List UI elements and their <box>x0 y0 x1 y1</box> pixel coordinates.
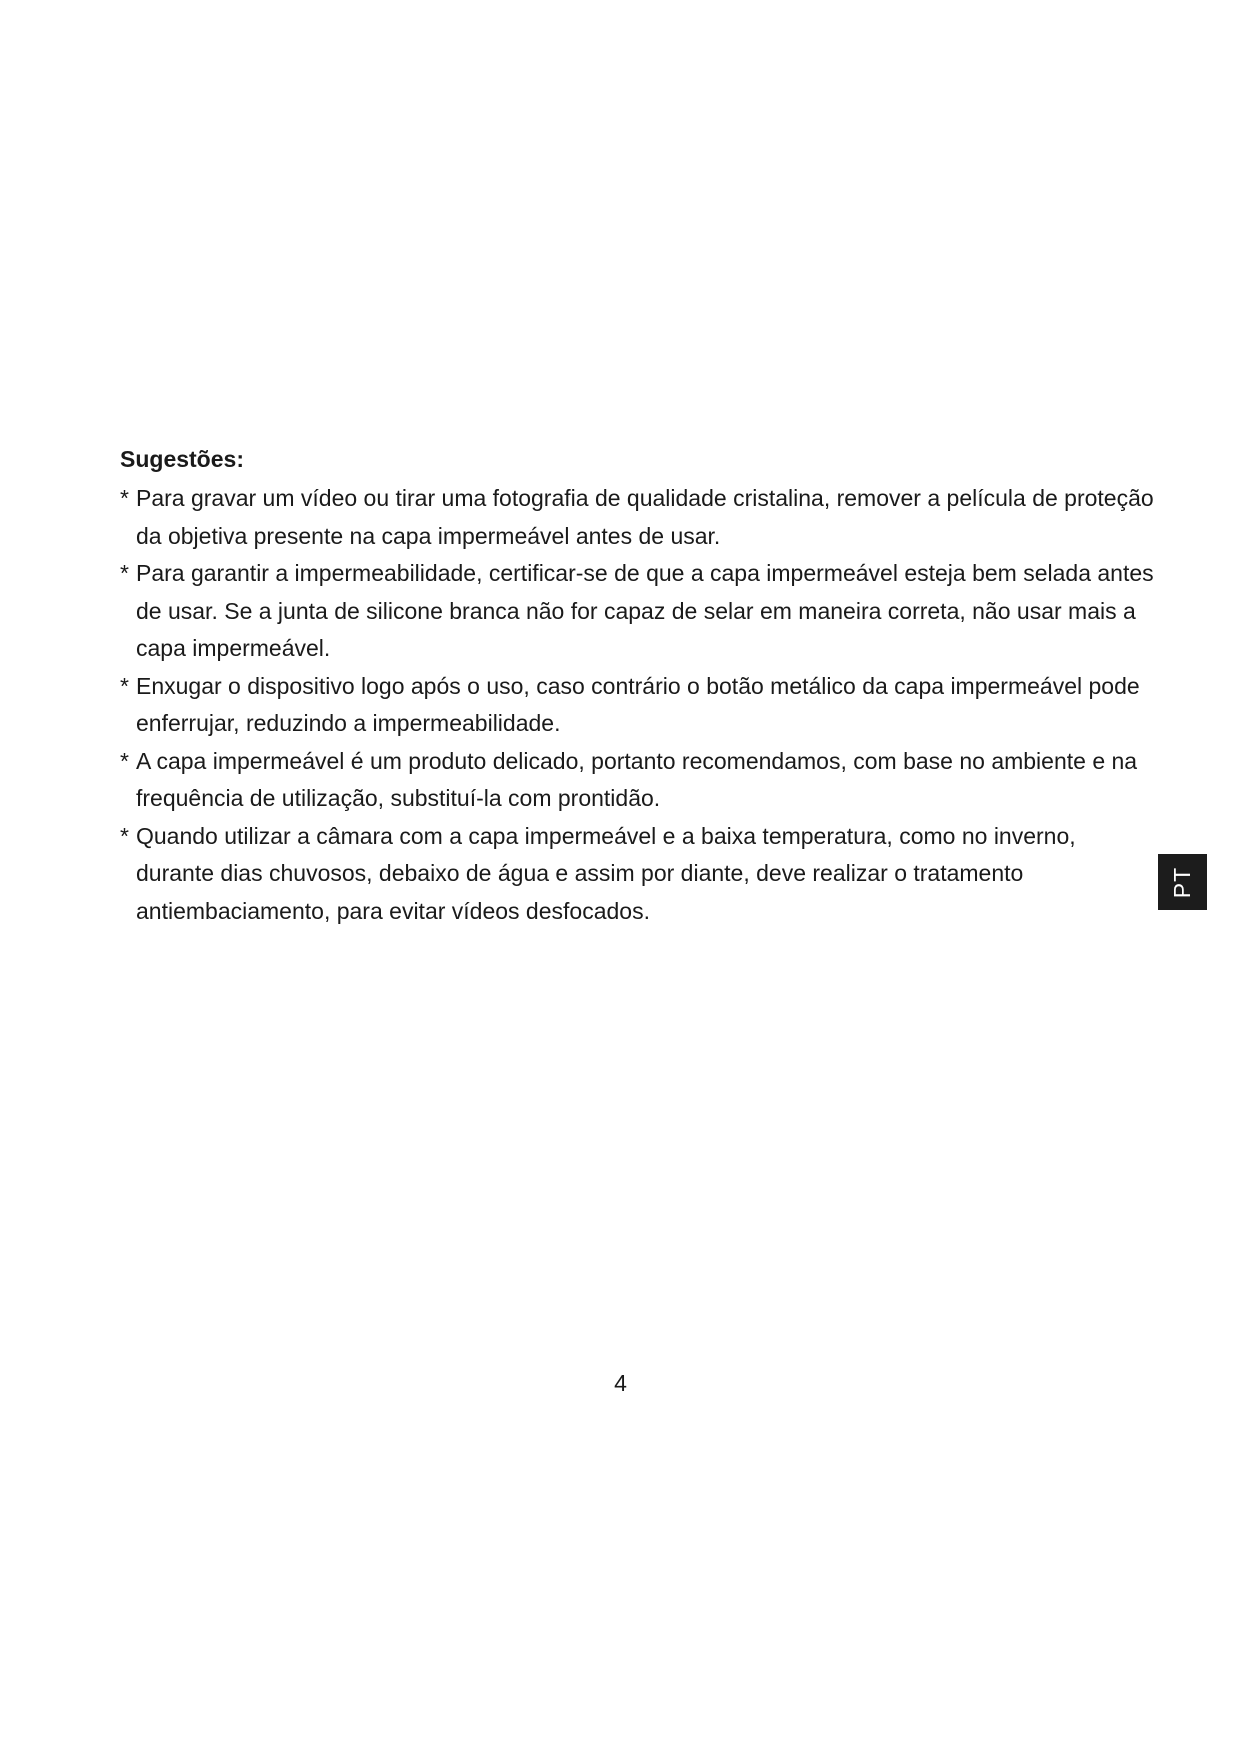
language-tab <box>1158 854 1207 910</box>
tip-item <box>120 818 1160 931</box>
tips-section <box>120 444 1160 930</box>
tip-text: A capa impermeável é um produto delicado, portanto recomendamos, com base no ambiente e na frequência de utilização, substituí-la com prontidão. <box>136 747 1138 811</box>
tip-text: Quando utilizar a câmara com a capa impermeável e a baixa temperatura, como no inverno, durante dias chuvosos, debaixo de água e assim por diante, deve realizar o tratamento antiembaciamento, para evitar vídeos desfocados. <box>136 822 1076 924</box>
tip-item <box>120 668 1160 743</box>
section-heading: Sugestões: <box>120 446 244 472</box>
language-tab-label: PT <box>1168 866 1195 898</box>
bullet-marker: * <box>120 822 129 849</box>
bullet-marker: * <box>120 672 129 699</box>
tip-item <box>120 480 1160 555</box>
tip-text: Enxugar o dispositivo logo após o uso, caso contrário o botão metálico da capa impermeável pode enferrujar, reduzindo a impermeabilidade. <box>136 672 1140 736</box>
tip-text: Para gravar um vídeo ou tirar uma fotografia de qualidade cristalina, remover a película de proteção da objetiva presente na capa impermeável antes de usar. <box>136 485 1154 549</box>
tip-item <box>120 555 1160 668</box>
tip-text: Para garantir a impermeabilidade, certificar-se de que a capa impermeável esteja bem selada antes de usar. Se a junta de silicone branca não for capaz de selar em maneira correta, não usar mais a capa impermeável. <box>136 560 1154 661</box>
page-number: 4 <box>614 1370 627 1396</box>
bullet-marker: * <box>120 485 129 511</box>
bullet-marker: * <box>120 560 129 586</box>
bullet-marker: * <box>120 747 129 774</box>
tip-item <box>120 743 1160 818</box>
